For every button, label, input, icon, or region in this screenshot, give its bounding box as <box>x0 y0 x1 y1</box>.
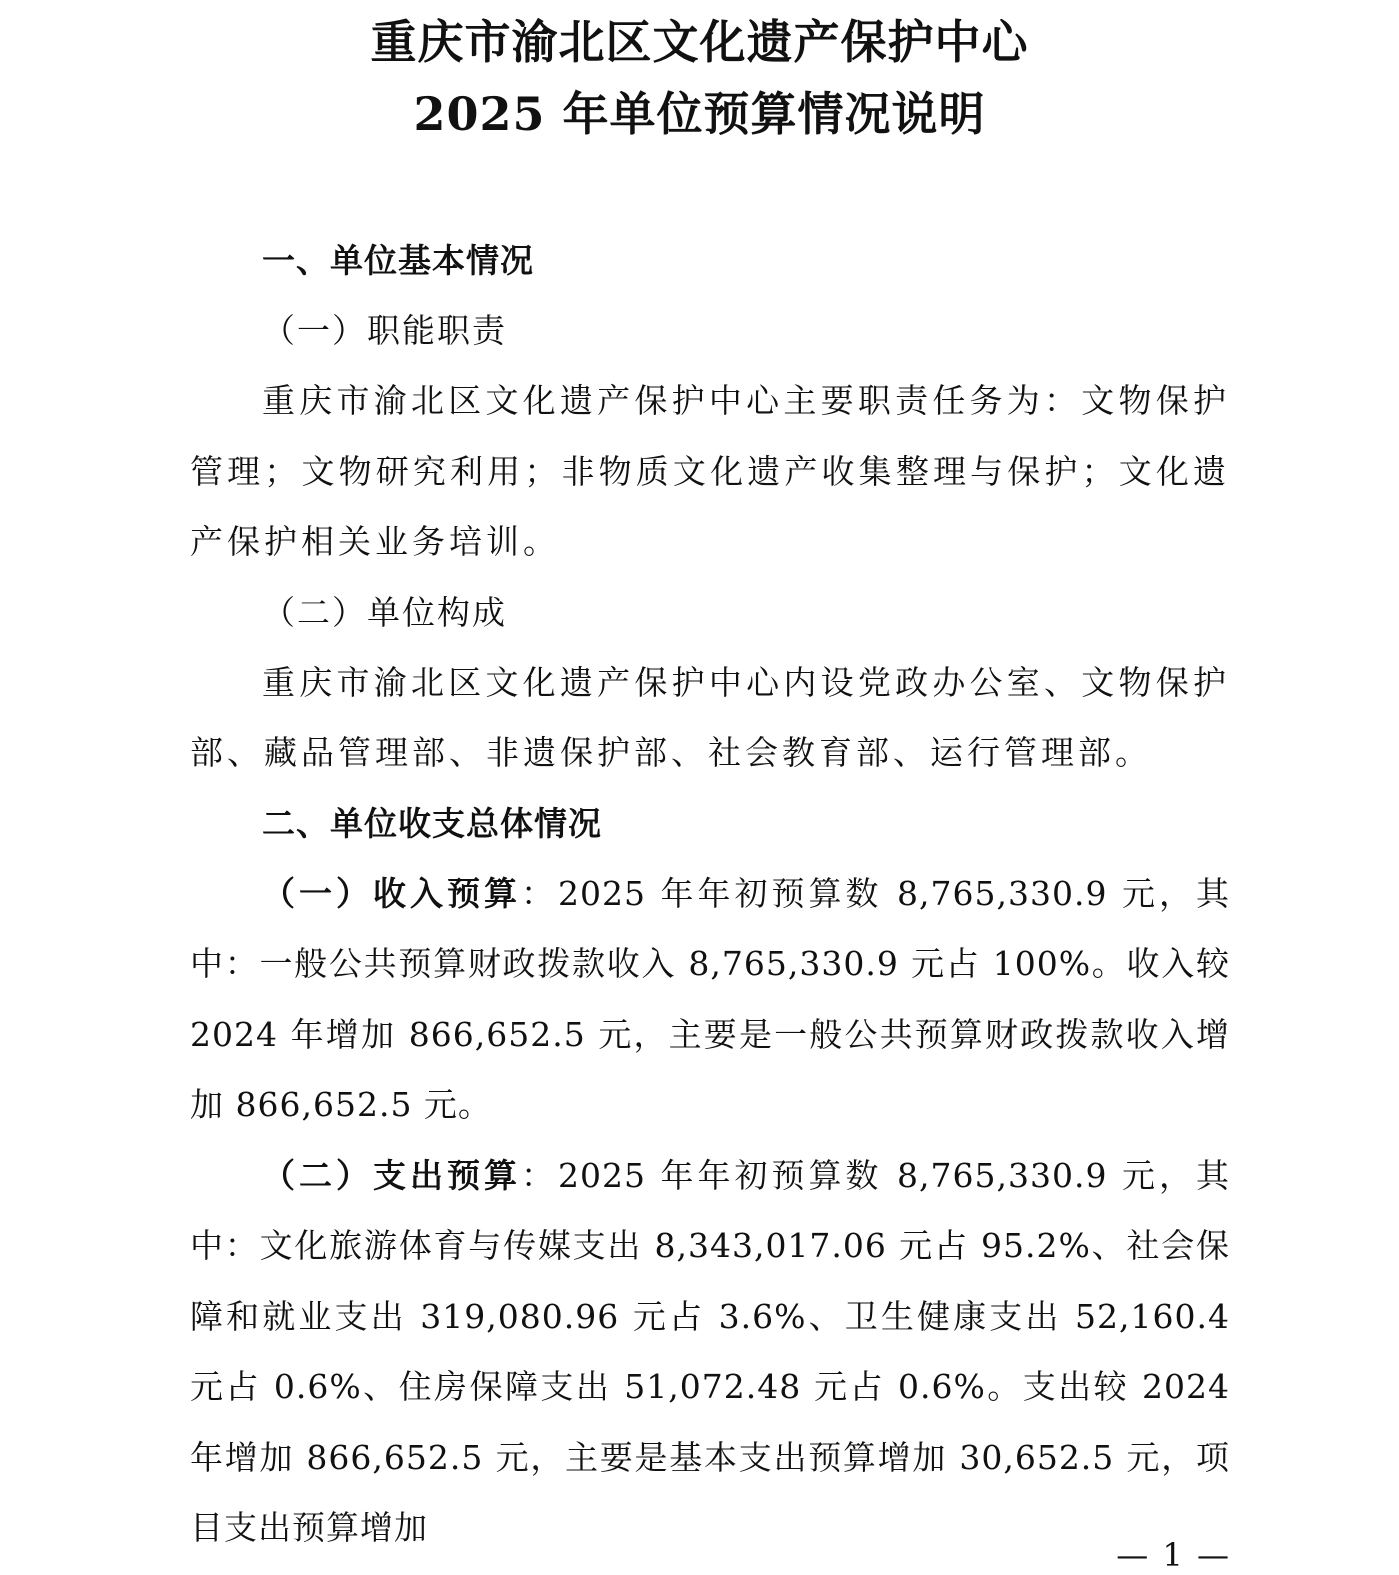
section2-heading: 二、单位收支总体情况 <box>262 803 602 843</box>
section1-sub1-text: 重庆市渝北区文化遗产保护中心主要职责任务为：文物保护管理；文物研究利用；非物质文化遗产收集整理与保护；文化遗产保护相关业务培训。 <box>190 381 1230 561</box>
section1-sub2-heading: （二）单位构成 <box>262 592 507 632</box>
expense-budget-text: ：2025 年年初预算数 8,765,330.9 元，其中：文化旅游体育与传媒支出 8,343,017.06 元占 95.2%、社会保障和就业支出 319,080.96 元占 3.6%、卫生健康支出 52,160.4 元占 0.6%、住房保障支出 51,072.48 元占 0.6%。支出较 2024 年增加 866,652.5 元，主要是基本支出预算增加 30,652.5 元，项目支出预算增加 <box>190 1155 1231 1547</box>
section1-sub1-heading: （一）职能职责 <box>262 311 507 350</box>
income-budget-label: （一）收入预算 <box>262 873 522 913</box>
income-budget-text: ：2025 年年初预算数 8,765,330.9 元，其中：一般公共预算财政拨款收入 8,765,330.9 元占 100%。收入较 2024 年增加 866,652.5 元，主要是一般公共预算财政拨款收入增加 866,652.5 元。 <box>190 873 1231 1124</box>
section1-heading: 一、单位基本情况 <box>262 241 534 280</box>
income-budget-paragraph <box>190 859 1230 1141</box>
document-body <box>190 226 1230 1564</box>
section1-sub2-text: 重庆市渝北区文化遗产保护中心内设党政办公室、文物保护部、藏品管理部、非遗保护部、社会教育部、运行管理部。 <box>190 662 1230 772</box>
document-title-line1: 重庆市渝北区文化遗产保护中心 <box>370 15 1029 69</box>
page-number: — 1 — <box>1116 1536 1231 1574</box>
expense-budget-paragraph <box>190 1141 1230 1564</box>
document-title-line2: 2025 年单位预算情况说明 <box>413 87 986 141</box>
expense-budget-label: （二）支出预算 <box>262 1155 522 1195</box>
